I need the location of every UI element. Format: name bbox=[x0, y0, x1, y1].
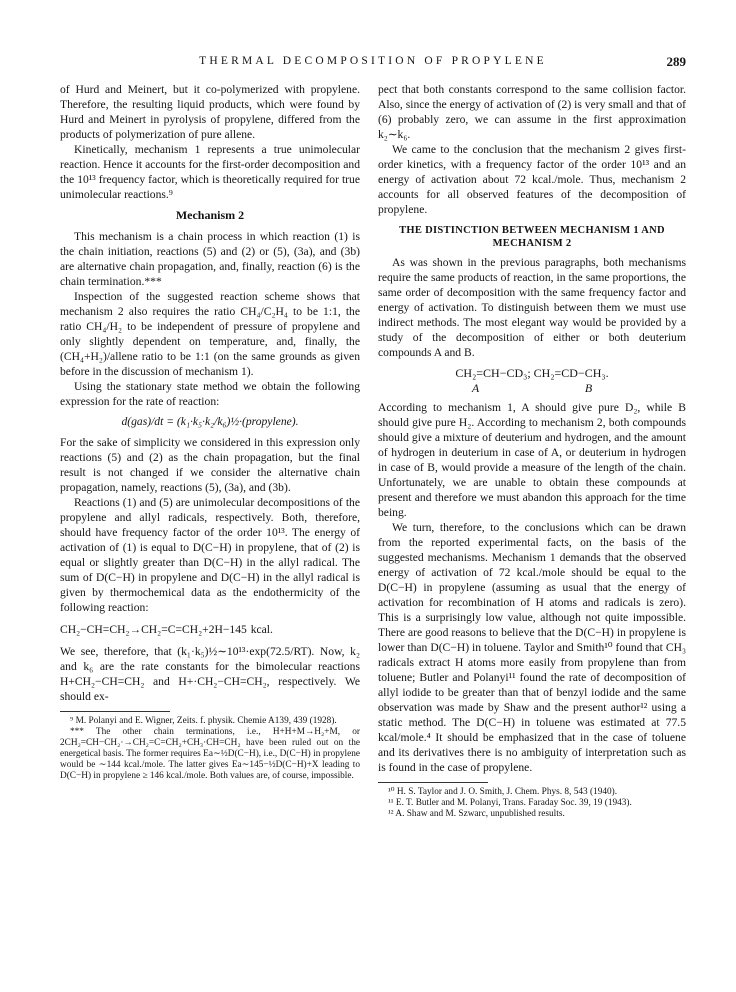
paragraph: Inspection of the suggested reaction scheme shows that mechanism 2 also requires the ratio CH₄/C₂H₄ to be 1:1, the ratio CH₄/H₂ to be independent of pressure of propylene and only slightly dependent on temperature, and, finally, the (CH₄+H₂)/allene ratio to be 1:1 (on the same grounds as given before in the discussion of mechanism 1). bbox=[60, 290, 360, 378]
section-heading: Mechanism 2 bbox=[175, 208, 245, 222]
paragraph: Reactions (1) and (5) are unimolecular decompositions of the propylene and allyl radicals, respectively. Both, therefore, should have frequency factor of the order 10¹³. The energy of activation of (1) is equal to D(C−H) in propylene, that of (2) is equal or slightly greater than D(C−H) in the allyl radical. The sum of D(C−H) in propylene and D(C−H) in the allyl radical is given by thermochemical data as the endothermicity of the following reaction: bbox=[60, 496, 360, 614]
running-title: THERMAL DECOMPOSITION OF PROPYLENE bbox=[199, 55, 547, 67]
compound-labels bbox=[378, 381, 686, 396]
paragraph: We turn, therefore, to the conclusions which can be drawn from the reported experimental facts, on the basis of the suggested mechanisms. Mechanism 1 demands that the observed energy of activation of 72 kcal./mole should be equal to the D(C−H) in propylene (assuming as usual that the energy of activation for recombination of H atoms and radicals is zero). This is a surprisingly low value, although not quite impossible. There are good reasons to believe that the D(C−H) in propylene is lower than D(C−H) in toluene. Taylor and Smith¹⁰ found that CH₃ radicals extract H atoms more easily from propylene than from toluene; Butler and Polanyi¹¹ found the rate of decomposition of allyl iodide to be greater than that of benzyl iodide and the same observation was made by Shaw and the present author¹² using a static method. The D(C−H) in toluene was estimated at 77.5 kcal/mole.⁴ It should be emphasized that in the case of toluene and its derivatives there is no ambiguity of interpretation such as is found in the case of propylene. bbox=[378, 521, 686, 774]
compound-label-a: A bbox=[471, 381, 480, 395]
footnote: ⁹ M. Polanyi and E. Wigner, Zeits. f. physik. Chemie A139, 439 (1928). bbox=[70, 716, 337, 726]
paragraph: Kinetically, mechanism 1 represents a true unimolecular reaction. Hence it accounts for the first-order decomposition and the 10¹³ frequency factor, which is theoretically required for true unimolecular reactions.⁹ bbox=[60, 143, 360, 201]
footnote: *** The other chain terminations, i.e., H+H+M→H₂+M, or 2CH₂=CH−CH₂·→CH₂=C=CH₂+CH₃·CH=CH₂ have been ruled out on the energetical basis. The former requires Ea∼½D(C−H), i.e., D(C−H) in propylene would be ∼144 kcal./mole. The latter gives Ea∼145−½D(C−H)+X leading to D(C−H) in propylene ≥ 146 kcal./mole. Both values are, of course, impossible. bbox=[60, 727, 360, 781]
compound-label-b: B bbox=[584, 381, 593, 395]
paragraph: This mechanism is a chain process in which reaction (1) is the chain initiation, reactions (5) and (2) or (5), (3a), and (3b) are alternative chain propagation, and, finally, reaction (6) is the chain termination.*** bbox=[60, 230, 360, 288]
left-column bbox=[60, 82, 360, 782]
reaction-equation: CH₂−CH=CH₂→CH₂=C=CH₂+2H−145 kcal. bbox=[60, 623, 273, 636]
paragraph: of Hurd and Meinert, but it co-polymerized with propylene. Therefore, the resulting liquid products, which were found by Hurd and Meinert in pyrolysis of propylene, differed from the products of polymerization of pure allene. bbox=[60, 83, 360, 141]
paragraph: pect that both constants correspond to the same collision factor. Also, since the energy of activation of (2) is very small and that of (6) probably zero, we can assume in the first approximation k₂∼k₆. bbox=[378, 83, 686, 141]
right-column bbox=[378, 82, 686, 820]
footnote-rule bbox=[60, 711, 170, 712]
compound-formulas: CH₂=CH−CD₃; CH₂=CD−CH₃. bbox=[455, 366, 609, 380]
footnote: ¹¹ E. T. Butler and M. Polanyi, Trans. Faraday Soc. 39, 19 (1943). bbox=[388, 798, 632, 808]
footnote: ¹⁰ H. S. Taylor and J. O. Smith, J. Chem. Phys. 8, 543 (1940). bbox=[388, 787, 618, 797]
section-heading: THE DISTINCTION BETWEEN MECHANISM 1 AND MECHANISM 2 bbox=[399, 225, 665, 249]
footnote: ¹² A. Shaw and M. Szwarc, unpublished results. bbox=[388, 809, 565, 819]
paragraph: Using the stationary state method we obtain the following expression for the rate of reaction: bbox=[60, 380, 360, 408]
paragraph: According to mechanism 1, A should give pure D₂, while B should give pure H₂. According to mechanism 2, both compounds should give a mixture of deuterium and hydrogen, and the amount of hydrogen in deuterium in case of A, or deuterium in hydrogen in case of B, would provide a measure of the length of the chain. Unfortunately, we are unable to obtain these compounds at present and therefore we must abandon this approach for the time being. bbox=[378, 401, 686, 519]
paragraph: For the sake of simplicity we considered in this expression only reactions (5) and (2) as the chain propagation, but the final result is not changed if we consider the alternative chain propagation, namely, reactions (5), (3a), and (3b). bbox=[60, 436, 360, 494]
page-number: 289 bbox=[666, 54, 686, 69]
paragraph: As was shown in the previous paragraphs, both mechanisms require the same products of reaction, in the same proportions, the same order of decomposition with the same frequency factor and energy of activation. To distinguish between them we must use indirect methods. The most elegant way would be provided by a study of the decomposition of either or both deuterium compounds A and B. bbox=[378, 256, 686, 359]
page-header bbox=[60, 55, 686, 73]
paragraph: We see, therefore, that (k₁·k₅)½∼10¹³·exp(72.5/RT). Now, k₂ and k₆ are the rate constants for the bimolecular reactions H+CH₂−CH=CH₂ and H+·CH₂−CH=CH₂, respectively. We should ex- bbox=[60, 645, 360, 703]
footnote-rule bbox=[378, 782, 488, 783]
paragraph: We came to the conclusion that the mechanism 2 gives first-order kinetics, with a frequency factor of the order 10¹³ and an energy of activation about 72 kcal./mole. Thus, mechanism 2 accounts for all observed features of the decomposition of propylene. bbox=[378, 143, 686, 216]
rate-expression: d(gas)/dt = (k₁·k₅·k₂/k₆)½·(propylene). bbox=[121, 415, 299, 428]
